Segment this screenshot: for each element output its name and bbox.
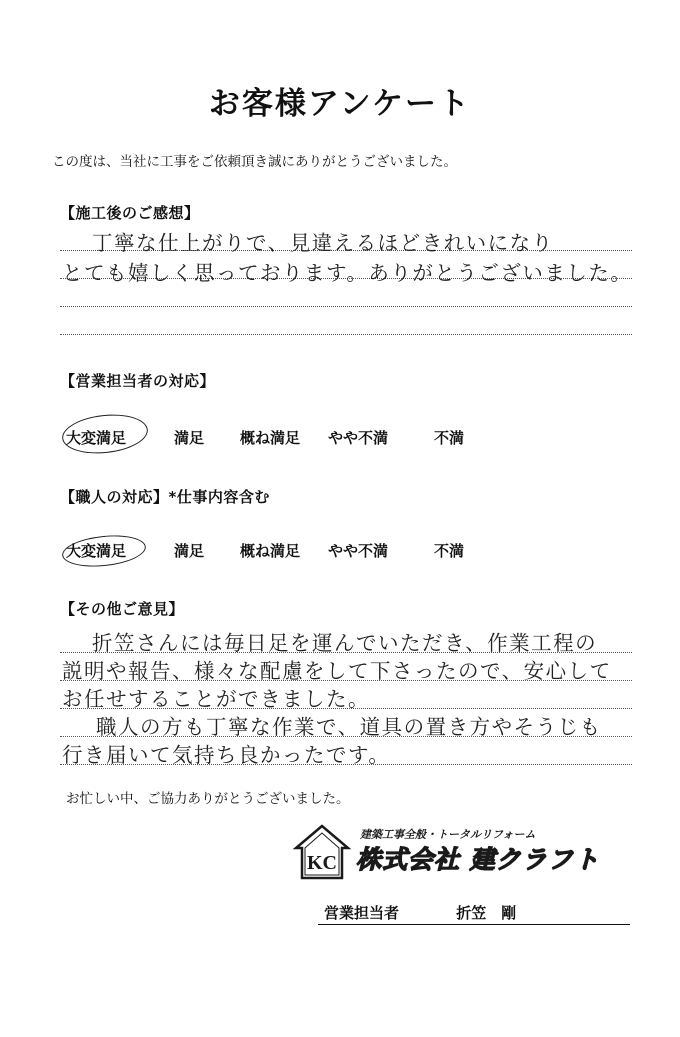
- other-line-2: 説明や報告、様々な配慮をして下さったので、安心して: [62, 659, 612, 683]
- staff-name: 折笠 剛: [456, 904, 517, 922]
- impressions-line-2: とても嬉しく思っております。ありがとうございました。: [62, 261, 633, 285]
- other-line-3: お任せすることができました。: [62, 687, 370, 711]
- craftsman-option-mostly-satisfied[interactable]: 概ね満足: [240, 542, 301, 560]
- selection-circle: [60, 411, 150, 458]
- staff-label: 営業担当者: [324, 904, 400, 922]
- other-line-1: 折笠さんには毎日足を運んでいただき、作業工程の: [92, 631, 598, 655]
- company-logo: [292, 822, 612, 882]
- sales-rating-options: [66, 427, 506, 451]
- craftsman-rating-heading: 【職人の対応】*仕事内容含む: [60, 488, 270, 506]
- company-tagline: 建築工事全般・トータルリフォーム: [360, 828, 536, 841]
- sales-rating-heading: 【営業担当者の対応】: [60, 372, 216, 390]
- ruled-line: [60, 334, 632, 335]
- craftsman-option-somewhat-dissatisfied[interactable]: やや不満: [328, 542, 389, 560]
- intro-text: この度は、当社に工事をご依頼頂き誠にありがとうございました。: [52, 154, 457, 170]
- page-title: お客様アンケート: [208, 86, 472, 122]
- other-line-5: 行き届いて気持ち良かったです。: [62, 743, 391, 767]
- signature-line: [318, 924, 630, 925]
- craftsman-rating-options: [66, 540, 506, 564]
- staff-signature: [324, 902, 516, 923]
- sales-option-mostly-satisfied[interactable]: 概ね満足: [240, 429, 301, 447]
- selection-circle: [61, 532, 148, 571]
- ruled-line: [60, 306, 632, 307]
- impressions-heading: 【施工後のご感想】: [60, 204, 200, 222]
- craftsman-option-very-satisfied[interactable]: 大変満足: [66, 542, 127, 560]
- other-heading: 【その他ご意見】: [60, 600, 185, 618]
- impressions-line-1: 丁寧な仕上がりで、見違えるほどきれいになり: [92, 231, 554, 255]
- thanks-text: お忙しい中、ご協力ありがとうございました。: [66, 791, 350, 807]
- craftsman-option-dissatisfied[interactable]: 不満: [434, 542, 465, 560]
- logo-mark: KC: [307, 852, 337, 874]
- other-line-4: 職人の方も丁寧な作業で、道具の置き方やそうじも: [96, 715, 602, 739]
- sales-option-satisfied[interactable]: 満足: [174, 429, 205, 447]
- sales-option-very-satisfied[interactable]: 大変満足: [66, 429, 127, 447]
- sales-option-dissatisfied[interactable]: 不満: [434, 429, 465, 447]
- company-name: 株式会社 建クラフト: [356, 845, 600, 874]
- craftsman-option-satisfied[interactable]: 満足: [174, 542, 205, 560]
- sales-option-somewhat-dissatisfied[interactable]: やや不満: [328, 429, 389, 447]
